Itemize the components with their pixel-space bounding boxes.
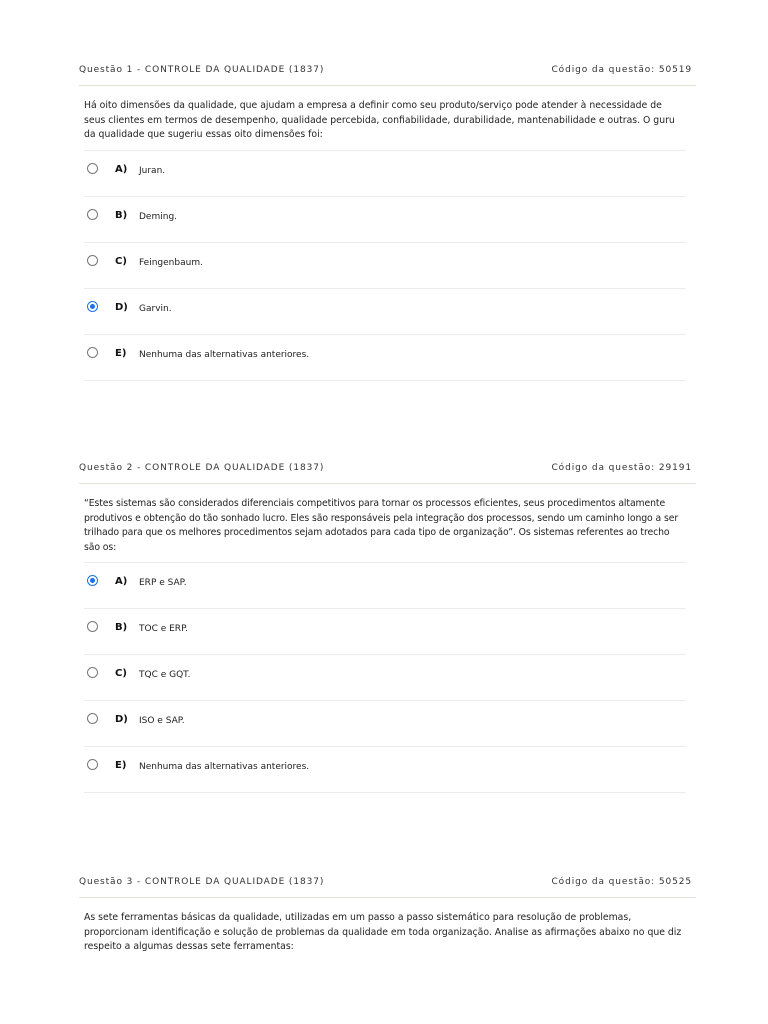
option-d[interactable]: [84, 288, 686, 334]
radio-button[interactable]: [87, 759, 98, 770]
question-text: Há oito dimensões da qualidade, que ajudam a empresa a definir como seu produto/serviço pode atender à necessidade de seus clientes em termos de desempenho, qualidade percebida, confiabilidade, durabilidade, mantenabilidade e outras. O guru da qualidade que sugeriu essas oito dimensões foi:: [84, 100, 675, 140]
option-letter: A): [115, 576, 128, 587]
question-text: As sete ferramentas básicas da qualidade, utilizadas em um passo a passo sistemático para resolução de problemas, proporcionam identificação e solução de problemas da qualidade em toda organização. Analise as afirmações abaixo no que diz respeito a algumas dessas sete ferramentas:: [84, 912, 682, 952]
option-a[interactable]: [84, 150, 686, 196]
option-text: ISO e SAP.: [139, 716, 185, 726]
option-text: Garvin.: [139, 303, 172, 314]
question-3: [79, 877, 696, 955]
radio-button[interactable]: [87, 621, 98, 632]
question-2: [79, 463, 696, 793]
option-letter: B): [115, 622, 128, 633]
option-letter: A): [115, 163, 128, 175]
option-letter: E): [115, 347, 127, 359]
option-c[interactable]: [84, 242, 686, 288]
radio-button[interactable]: [87, 209, 98, 220]
option-text: Juran.: [139, 165, 166, 176]
question-1: [79, 65, 696, 381]
option-c[interactable]: [84, 654, 686, 700]
radio-button[interactable]: [87, 255, 98, 266]
option-text: Deming.: [139, 211, 178, 222]
option-b[interactable]: [84, 196, 686, 242]
radio-button[interactable]: [87, 667, 98, 678]
option-letter: B): [115, 209, 128, 221]
option-letter: C): [115, 668, 127, 679]
option-text: Nenhuma das alternativas anteriores.: [139, 349, 310, 360]
option-text: Feingenbaum.: [139, 257, 203, 268]
radio-button-selected[interactable]: [87, 575, 98, 586]
option-letter: D): [115, 301, 128, 313]
radio-button[interactable]: [87, 347, 98, 358]
options-list: [84, 562, 686, 793]
option-text: TQC e GQT.: [139, 670, 191, 680]
option-letter: C): [115, 255, 127, 267]
option-text: ERP e SAP.: [139, 578, 187, 588]
option-e[interactable]: [84, 746, 686, 793]
option-d[interactable]: [84, 700, 686, 746]
option-a[interactable]: [84, 562, 686, 608]
option-text: TOC e ERP.: [139, 624, 188, 634]
option-letter: E): [115, 760, 127, 771]
radio-button-selected[interactable]: [87, 301, 98, 312]
question-header: [79, 463, 696, 484]
question-code: Código da questão: 29191: [551, 463, 692, 473]
question-title: Questão 3 - CONTROLE DA QUALIDADE (1837): [79, 877, 325, 887]
option-e[interactable]: [84, 334, 686, 381]
question-title: Questão 2 - CONTROLE DA QUALIDADE (1837): [79, 463, 325, 473]
question-code: Código da questão: 50525: [551, 877, 692, 887]
question-title: Questão 1 - CONTROLE DA QUALIDADE (1837): [79, 65, 325, 75]
option-letter: D): [115, 714, 128, 725]
question-code: Código da questão: 50519: [551, 65, 692, 75]
option-text: Nenhuma das alternativas anteriores.: [139, 762, 310, 772]
radio-button[interactable]: [87, 163, 98, 174]
options-list: [84, 150, 686, 381]
question-header: [79, 65, 696, 86]
option-b[interactable]: [84, 608, 686, 654]
radio-button[interactable]: [87, 713, 98, 724]
question-text: “Estes sistemas são considerados diferenciais competitivos para tornar os processos eficientes, seus procedimentos altamente produtivos e obtenção do tão sonhado lucro. Eles são responsáveis pela integração dos processos, sendo um caminho longo a ser trilhado para que os melhores procedimentos sejam adotados para cada tipo de organização”. Os sistemas referentes ao trecho são os:: [84, 498, 679, 553]
question-header: [79, 877, 696, 898]
